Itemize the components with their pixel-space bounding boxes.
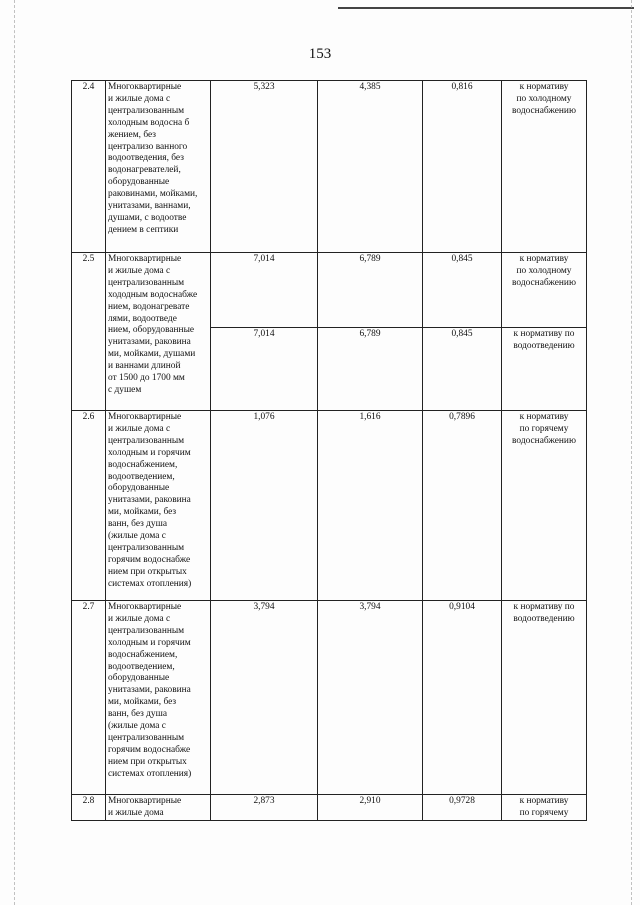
value-cell: 2,873 bbox=[211, 795, 318, 821]
coefficient-cell: 0,845 bbox=[423, 328, 502, 411]
table-row bbox=[72, 601, 587, 795]
value-cell: 7,014 bbox=[211, 328, 318, 411]
row-number: 2.6 bbox=[72, 411, 106, 601]
value-cell: 4,385 bbox=[318, 81, 423, 253]
coefficient-cell: 0,9728 bbox=[423, 795, 502, 821]
row-description: Многоквартирные и жилые дома с централизованным холодным и горячим водоснабжением, водоотведением, оборудованные унитазами, раковина ми, мойками, без ванн, без душа (жилые дома с централизованным горячим водоснабже нием при открытых системах отопления) bbox=[106, 411, 211, 601]
scan-edge-left bbox=[14, 0, 15, 905]
table-row bbox=[72, 795, 587, 821]
top-rule-line bbox=[338, 7, 634, 9]
value-cell: 6,789 bbox=[318, 253, 423, 328]
page-number: 153 bbox=[308, 46, 332, 62]
row-number: 2.4 bbox=[72, 81, 106, 253]
row-number: 2.8 bbox=[72, 795, 106, 821]
note-cell: к нормативу по холодному водоснабжению bbox=[502, 81, 587, 253]
value-cell: 7,014 bbox=[211, 253, 318, 328]
row-description: Многоквартирные и жилые дома с централизованным хододным водоснабже нием, водонагревате лями, водоотведе нием, оборудованные унитазами, раковина ми, мойками, душами и ваннами длиной от 1500 до 1700 мм с душем bbox=[106, 253, 211, 411]
row-description: Многоквартирные и жилые дома с централизованным холодным водосна б жением, без централизо ванного водоотведения, без водонагревателей, оборудованные раковинами, мойками, унитазами, ваннами, душами, с водоотве дением в септики bbox=[106, 81, 211, 253]
table-row bbox=[72, 81, 587, 253]
table-row bbox=[72, 253, 587, 328]
value-cell: 1,076 bbox=[211, 411, 318, 601]
value-cell: 1,616 bbox=[318, 411, 423, 601]
note-cell: к нормативу по горячему водоснабжению bbox=[502, 411, 587, 601]
row-description: Многоквартирные и жилые дома с централизованным холодным и горячим водоснабжением, водоотведением, оборудованные унитазами, раковина ми, мойками, без ванн, без душа (жилые дома с централизованным горячим водоснабже нием при открытых системах отопления) bbox=[106, 601, 211, 795]
value-cell: 6,789 bbox=[318, 328, 423, 411]
coefficient-cell: 0,816 bbox=[423, 81, 502, 253]
row-number: 2.5 bbox=[72, 253, 106, 411]
coefficient-cell: 0,845 bbox=[423, 253, 502, 328]
value-cell: 2,910 bbox=[318, 795, 423, 821]
note-cell: к нормативу по водоотведению bbox=[502, 601, 587, 795]
row-number: 2.7 bbox=[72, 601, 106, 795]
note-cell: к нормативу по холодному водоснабжению bbox=[502, 253, 587, 328]
norms-table bbox=[71, 80, 587, 821]
scan-edge-right bbox=[631, 0, 632, 905]
table-row bbox=[72, 411, 587, 601]
note-cell: к нормативу по горячему bbox=[502, 795, 587, 821]
row-description: Многоквартирные и жилые дома bbox=[106, 795, 211, 821]
coefficient-cell: 0,7896 bbox=[423, 411, 502, 601]
coefficient-cell: 0,9104 bbox=[423, 601, 502, 795]
value-cell: 3,794 bbox=[318, 601, 423, 795]
note-cell: к нормативу по водоотведению bbox=[502, 328, 587, 411]
value-cell: 5,323 bbox=[211, 81, 318, 253]
value-cell: 3,794 bbox=[211, 601, 318, 795]
